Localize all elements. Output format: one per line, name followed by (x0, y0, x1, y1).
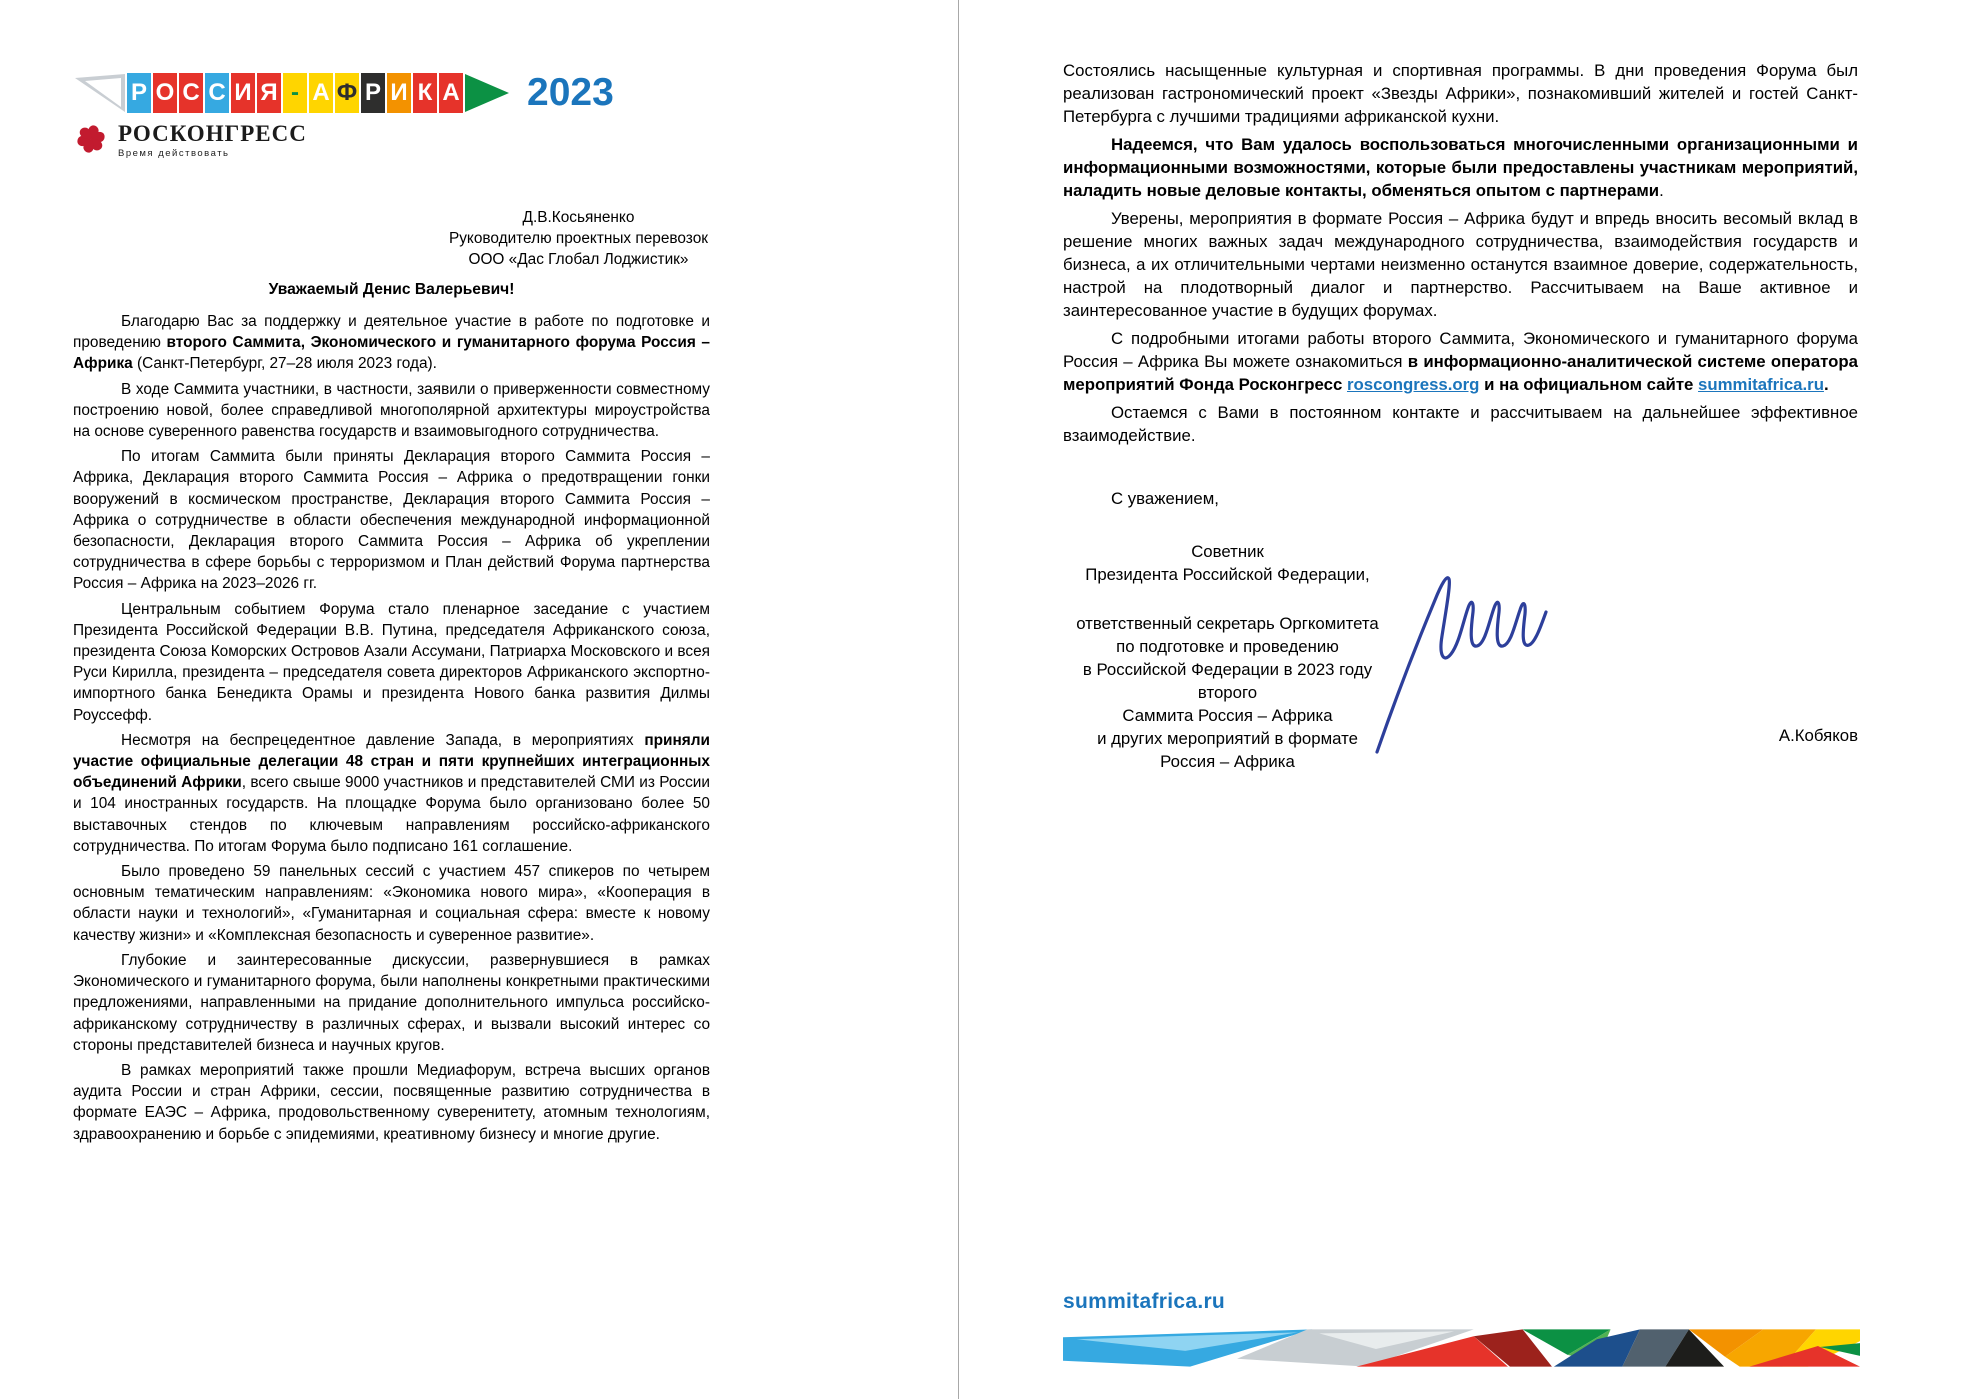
recipient-title: Руководителю проектных перевозок (448, 230, 708, 247)
roscongress-flower-icon (73, 121, 109, 157)
paragraph: Уверены, мероприятия в формате Россия – Африка будут и впредь вносить весомый вклад в решение многих важных задач международного сотрудничества, взаимодействия государств и бизнеса, а их отличительными чертами неизменно останутся взаимное доверие, содержательность, настрой на плодотворный диалог и партнерство. Рассчитываем на Ваше активное и заинтересованное участие в будущих форумах. (1063, 209, 1858, 320)
signature-title-block (1055, 540, 1400, 773)
right-page (1063, 48, 1858, 1313)
logo-letters (127, 73, 463, 113)
paragraph: Остаемся с Вами в постоянном контакте и рассчитываем на дальнейшее эффективное взаимодействие. (1063, 403, 1858, 445)
signer-name: А.Кобяков (1778, 726, 1858, 745)
paragraph: Было проведено 59 панельных сессий с участием 457 спикеров по четырем основным тематическим направлениям: «Экономика нового мира», «Кооперация в области науки и технологий», «Гуманитарная и социальная сфера: вместе к новому качеству жизни» и «Комплексная безопасность и суверенное развитие». (73, 863, 710, 944)
logo-year: 2023 (527, 71, 614, 114)
paragraph: Надеемся, что Вам удалось воспользоваться многочисленными организационными и информационными возможностями, которые были предоставлены участникам мероприятий, наладить новые деловые контакты, обменяться опытом с партнерами. (1063, 135, 1858, 200)
paragraph: Центральным событием Форума стало пленарное заседание с участием Президента Российской Федерации В.В. Путина, председателя Африканского союза, президента Союза Коморских Островов Азали Ассумани, Патриарха Московского и всея Руси Кирилла, президента – председателя совета директоров Африканского экспортно-импортного банка Бенедикта Орамы и президента Нового банка развития Дилмы Роуссефф. (73, 600, 710, 724)
roscongress-logo (73, 121, 710, 167)
closing-line: С уважением, (1111, 489, 1219, 508)
handwritten-signature (1363, 556, 1553, 766)
logo-letter-tile: А (439, 73, 463, 113)
signature-line: Саммита Россия – Африка (1122, 706, 1333, 725)
footer-site-link[interactable]: summitafrica.ru (1063, 1290, 1226, 1313)
roscongress-wordmark (118, 121, 307, 159)
signature-line: ответственный секретарь Оргкомитета (1076, 614, 1379, 633)
left-page-body (73, 311, 710, 1145)
paragraph: С подробными итогами работы второго Саммита, Экономического и гуманитарного форума Россия – Африка Вы можете ознакомиться в информационно-аналитической системе оператора мероприятий Фонда Росконгресс roscongress.org и на официальном сайте summitafrica.ru. (1063, 329, 1858, 394)
logo-letter-tile: И (387, 73, 411, 113)
logo-letter-tile: И (231, 73, 255, 113)
logo-right-triangle-icon (465, 73, 511, 113)
logo-letter-tile: Р (127, 73, 151, 113)
paragraph: В рамках мероприятий также прошли Медиафорум, встреча высших органов аудита России и стран Африки, сессии, посвященные развитию сотрудничества в формате ЕАЭС – Африка, продовольственному суверенитету, атомным технологиям, здравоохранению и борьбе с эпидемиями, креативному бизнесу и многие другие. (73, 1061, 710, 1143)
signature-area (1063, 540, 1858, 820)
signature-line: по подготовке и проведению (1116, 637, 1339, 656)
signature-line: Президента Российской Федерации, (1085, 565, 1370, 584)
logo-letter-tile: А (309, 73, 333, 113)
left-page (73, 73, 710, 1149)
logo-letter-tile: С (205, 73, 229, 113)
logo-letter-tile: К (413, 73, 437, 113)
paragraph: Глубокие и заинтересованные дискуссии, развернувшиеся в рамках Экономического и гуманитарного форума, были наполнены конкретными практическими предложениями, направленными на придание дополнительного импульса российско-африканскому сотрудничеству в различных сферах, и вызвали высокий интерес со стороны представителей бизнеса и научных кругов. (73, 951, 710, 1054)
roscongress-name: РОСКОНГРЕСС (118, 121, 307, 146)
roscongress-tagline: Время действовать (118, 148, 230, 160)
russia-africa-2023-logo (73, 73, 710, 113)
recipient-name: Д.В.Косьяненко (522, 209, 635, 226)
signature-line: в Российской Федерации в 2023 году второго (1082, 660, 1373, 702)
paragraph: Благодарю Вас за поддержку и деятельное участие в работе по подготовке и проведению второго Саммита, Экономического и гуманитарного форума Россия – Африка (Санкт-Петербург, 27–28 июля 2023 года). (73, 313, 710, 373)
salutation: Уважаемый Денис Валерьевич! (268, 281, 515, 298)
page-divider (958, 0, 959, 1399)
recipient-block (449, 207, 708, 270)
logo-letter-tile: О (153, 73, 177, 113)
signature-line (1055, 586, 1400, 612)
logo-letter-tile: - (283, 73, 307, 113)
signature-line: и других мероприятий в формате (1097, 729, 1358, 748)
signature-line: Россия – Африка (1160, 752, 1295, 771)
paragraph: В ходе Саммита участники, в частности, заявили о приверженности совместному построению новой, более справедливой многополярной архитектуры мироустройства на основе суверенного равенства государств и взаимовыгодного сотрудничества. (73, 380, 710, 441)
paragraph: По итогам Саммита были приняты Декларация второго Саммита Россия – Африка, Декларация второго Саммита Россия – Африка о предотвращении гонки вооружений в космическом пространстве, Декларация второго Саммита Россия – Африка о сотрудничестве в области обеспечения международной информационной безопасности, Декларация второго Саммита Россия – Африка об укреплении сотрудничества в сфере борьбы с терроризмом и План действий Форума партнерства Россия – Африка на 2023–2026 гг. (73, 448, 710, 593)
recipient-company: ООО «Дас Глобал Лоджистик» (468, 251, 689, 268)
logo-letter-tile: Р (361, 73, 385, 113)
footer-color-stripe (1063, 1329, 1860, 1367)
right-page-body (1063, 59, 1858, 447)
signature-line: Советник (1191, 542, 1264, 561)
paragraph: Состоялись насыщенные культурная и спортивная программы. В дни проведения Форума был реализован гастрономический проект «Звезды Африки», познакомивший жителей и гостей Санкт-Петербурга с лучшими традициями африканской кухни. (1063, 61, 1858, 126)
logo-left-triangle-icon (73, 73, 125, 113)
logo-letter-tile: С (179, 73, 203, 113)
logo-letter-tile: Я (257, 73, 281, 113)
paragraph: Несмотря на беспрецедентное давление Запада, в мероприятиях приняли участие официальные делегации 48 стран и пяти крупнейших интеграционных объединений Африки, всего свыше 9000 участников и представителей СМИ из России и 104 иностранных государств. На площадке Форума было организовано более 50 выставочных стендов по ключевым направлениям российско-африканского сотрудничества. По итогам Форума было подписано 161 соглашение. (73, 731, 710, 855)
logo-letter-tile: Ф (335, 73, 359, 113)
inline-link[interactable]: roscongress.org (1347, 375, 1480, 394)
inline-link[interactable]: summitafrica.ru (1698, 375, 1824, 394)
